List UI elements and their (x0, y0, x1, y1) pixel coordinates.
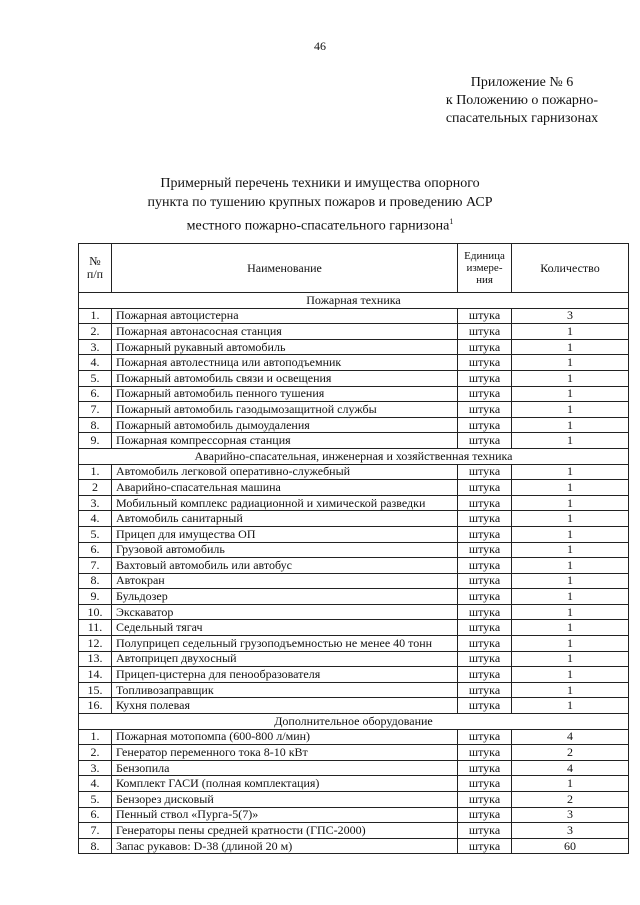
row-unit: штука (458, 604, 512, 620)
row-quantity: 1 (512, 355, 629, 371)
table-row (79, 589, 629, 605)
row-number: 4. (79, 511, 112, 527)
row-unit: штука (458, 776, 512, 792)
row-quantity: 1 (512, 526, 629, 542)
row-unit: штука (458, 417, 512, 433)
row-number: 6. (79, 386, 112, 402)
row-number: 5. (79, 792, 112, 808)
table-row (79, 838, 629, 854)
row-name: Вахтовый автомобиль или автобус (112, 558, 458, 574)
row-quantity: 1 (512, 495, 629, 511)
row-unit: штука (458, 433, 512, 449)
row-number: 1. (79, 729, 112, 745)
row-quantity: 1 (512, 433, 629, 449)
row-unit: штука (458, 667, 512, 683)
row-name: Генератор переменного тока 8-10 кВт (112, 745, 458, 761)
table-row (79, 698, 629, 714)
row-quantity: 1 (512, 417, 629, 433)
section-title: Пожарная техника (79, 293, 629, 309)
title-line-1: Примерный перечень техники и имущества опорного (160, 176, 480, 191)
title-line-3 (130, 212, 510, 236)
row-number: 2. (79, 745, 112, 761)
row-quantity: 1 (512, 324, 629, 340)
row-unit: штука (458, 651, 512, 667)
row-name: Аварийно-спасательная машина (112, 480, 458, 496)
row-name: Кухня полевая (112, 698, 458, 714)
row-unit: штука (458, 729, 512, 745)
row-unit: штука (458, 495, 512, 511)
row-name: Бензопила (112, 760, 458, 776)
table-row (79, 402, 629, 418)
row-name: Грузовой автомобиль (112, 542, 458, 558)
row-name: Пожарная автоцистерна (112, 308, 458, 324)
row-unit: штука (458, 308, 512, 324)
table-row (79, 823, 629, 839)
row-number: 4. (79, 355, 112, 371)
table-row (79, 776, 629, 792)
row-name: Пожарный автомобиль связи и освещения (112, 370, 458, 386)
equipment-table (78, 243, 629, 854)
row-unit: штука (458, 760, 512, 776)
row-number: 2. (79, 324, 112, 340)
row-quantity: 2 (512, 745, 629, 761)
row-name: Пожарный автомобиль газодымозащитной службы (112, 402, 458, 418)
title-line-3-text: местного пожарно-спасательного гарнизона (186, 218, 450, 234)
row-number: 3. (79, 760, 112, 776)
header-qty: Количество (512, 244, 629, 293)
row-unit: штука (458, 620, 512, 636)
row-number: 10. (79, 604, 112, 620)
row-name: Топливозаправщик (112, 682, 458, 698)
appendix-heading (402, 74, 640, 128)
row-quantity: 1 (512, 620, 629, 636)
row-quantity: 1 (512, 682, 629, 698)
table-row (79, 386, 629, 402)
row-unit: штука (458, 698, 512, 714)
table-row (79, 511, 629, 527)
row-number: 7. (79, 558, 112, 574)
row-name: Пенный ствол «Пурга-5(7)» (112, 807, 458, 823)
table-row (79, 558, 629, 574)
row-number: 5. (79, 370, 112, 386)
row-name: Автокран (112, 573, 458, 589)
row-unit: штука (458, 636, 512, 652)
row-name: Полуприцеп седельный грузоподъемностью не менее 40 тонн (112, 636, 458, 652)
row-quantity: 1 (512, 698, 629, 714)
row-unit: штука (458, 542, 512, 558)
row-quantity: 1 (512, 558, 629, 574)
table-row (79, 433, 629, 449)
row-quantity: 1 (512, 464, 629, 480)
row-unit: штука (458, 807, 512, 823)
table-row (79, 792, 629, 808)
row-number: 9. (79, 433, 112, 449)
row-number: 8. (79, 417, 112, 433)
row-quantity: 3 (512, 807, 629, 823)
row-unit: штука (458, 526, 512, 542)
row-unit: штука (458, 370, 512, 386)
row-name: Запас рукавов: D-38 (длиной 20 м) (112, 838, 458, 854)
row-name: Автомобиль легковой оперативно-служебный (112, 464, 458, 480)
row-name: Пожарная автонасосная станция (112, 324, 458, 340)
row-name: Пожарная мотопомпа (600-800 л/мин) (112, 729, 458, 745)
table-row (79, 807, 629, 823)
row-unit: штука (458, 480, 512, 496)
row-unit: штука (458, 339, 512, 355)
row-name: Автоприцеп двухосный (112, 651, 458, 667)
row-quantity: 60 (512, 838, 629, 854)
table-row (79, 339, 629, 355)
row-name: Прицеп для имущества ОП (112, 526, 458, 542)
row-name: Пожарная автолестница или автоподъемник (112, 355, 458, 371)
row-quantity: 4 (512, 729, 629, 745)
table-row (79, 604, 629, 620)
table-row (79, 355, 629, 371)
row-number: 6. (79, 807, 112, 823)
row-unit: штука (458, 402, 512, 418)
header-unit: Единица измере- ния (458, 244, 512, 293)
row-name: Пожарный автомобиль дымоудаления (112, 417, 458, 433)
row-number: 7. (79, 402, 112, 418)
row-name: Пожарная компрессорная станция (112, 433, 458, 449)
row-unit: штука (458, 745, 512, 761)
row-number: 8. (79, 838, 112, 854)
row-quantity: 1 (512, 636, 629, 652)
row-unit: штука (458, 355, 512, 371)
appendix-line-2: к Положению о пожарно- (445, 93, 599, 108)
table-row (79, 480, 629, 496)
row-name: Бензорез дисковый (112, 792, 458, 808)
row-unit: штука (458, 386, 512, 402)
section-row (79, 293, 629, 309)
row-number: 7. (79, 823, 112, 839)
header-name: Наименование (112, 244, 458, 293)
row-quantity: 1 (512, 651, 629, 667)
row-quantity: 1 (512, 776, 629, 792)
row-quantity: 1 (512, 402, 629, 418)
table-row (79, 745, 629, 761)
row-quantity: 1 (512, 573, 629, 589)
row-quantity: 3 (512, 823, 629, 839)
row-number: 9. (79, 589, 112, 605)
row-name: Комплект ГАСИ (полная комплектация) (112, 776, 458, 792)
row-name: Пожарный автомобиль пенного тушения (112, 386, 458, 402)
footnote-mark: 1 (449, 217, 454, 226)
table-row (79, 620, 629, 636)
table-row (79, 370, 629, 386)
row-unit: штука (458, 573, 512, 589)
row-unit: штука (458, 589, 512, 605)
row-quantity: 1 (512, 370, 629, 386)
row-unit: штука (458, 823, 512, 839)
row-unit: штука (458, 558, 512, 574)
row-number: 13. (79, 651, 112, 667)
row-number: 1. (79, 308, 112, 324)
table-body (79, 293, 629, 854)
table-row (79, 464, 629, 480)
row-number: 11. (79, 620, 112, 636)
row-quantity: 2 (512, 792, 629, 808)
row-unit: штука (458, 792, 512, 808)
row-quantity: 1 (512, 542, 629, 558)
row-number: 16. (79, 698, 112, 714)
table-header-row (79, 244, 629, 293)
row-name: Прицеп-цистерна для пенообразователя (112, 667, 458, 683)
row-name: Седельный тягач (112, 620, 458, 636)
document-title (130, 174, 510, 236)
row-name: Экскаватор (112, 604, 458, 620)
table-row (79, 760, 629, 776)
title-line-2: пункта по тушению крупных пожаров и проведению АСР (147, 195, 493, 210)
row-quantity: 1 (512, 339, 629, 355)
row-quantity: 1 (512, 604, 629, 620)
table-row (79, 651, 629, 667)
row-number: 15. (79, 682, 112, 698)
page-number: 46 (314, 39, 326, 53)
row-name: Бульдозер (112, 589, 458, 605)
row-number: 4. (79, 776, 112, 792)
row-unit: штука (458, 838, 512, 854)
row-unit: штука (458, 464, 512, 480)
row-quantity: 3 (512, 308, 629, 324)
appendix-line-3: спасательных гарнизонах (445, 111, 599, 126)
row-unit: штука (458, 682, 512, 698)
table-row (79, 324, 629, 340)
row-quantity: 1 (512, 589, 629, 605)
table-row (79, 308, 629, 324)
row-number: 3. (79, 339, 112, 355)
row-quantity: 4 (512, 760, 629, 776)
section-row (79, 714, 629, 730)
row-number: 12. (79, 636, 112, 652)
section-title: Аварийно-спасательная, инженерная и хозяйственная техника (79, 448, 629, 464)
row-unit: штука (458, 324, 512, 340)
row-quantity: 1 (512, 667, 629, 683)
row-name: Генераторы пены средней кратности (ГПС-2000) (112, 823, 458, 839)
table-row (79, 682, 629, 698)
row-number: 1. (79, 464, 112, 480)
table-row (79, 542, 629, 558)
row-name: Мобильный комплекс радиационной и химической разведки (112, 495, 458, 511)
row-unit: штука (458, 511, 512, 527)
table-row (79, 636, 629, 652)
row-name: Автомобиль санитарный (112, 511, 458, 527)
row-quantity: 1 (512, 480, 629, 496)
row-number: 3. (79, 495, 112, 511)
row-quantity: 1 (512, 386, 629, 402)
row-number: 2 (79, 480, 112, 496)
table-row (79, 495, 629, 511)
row-number: 14. (79, 667, 112, 683)
appendix-line-1: Приложение № 6 (470, 75, 574, 90)
table-row (79, 573, 629, 589)
table-row (79, 417, 629, 433)
row-number: 5. (79, 526, 112, 542)
section-row (79, 448, 629, 464)
row-name: Пожарный рукавный автомобиль (112, 339, 458, 355)
table-row (79, 667, 629, 683)
row-number: 6. (79, 542, 112, 558)
table-row (79, 526, 629, 542)
row-number: 8. (79, 573, 112, 589)
table-row (79, 729, 629, 745)
section-title: Дополнительное оборудование (79, 714, 629, 730)
row-quantity: 1 (512, 511, 629, 527)
header-num: № п/п (79, 244, 112, 293)
